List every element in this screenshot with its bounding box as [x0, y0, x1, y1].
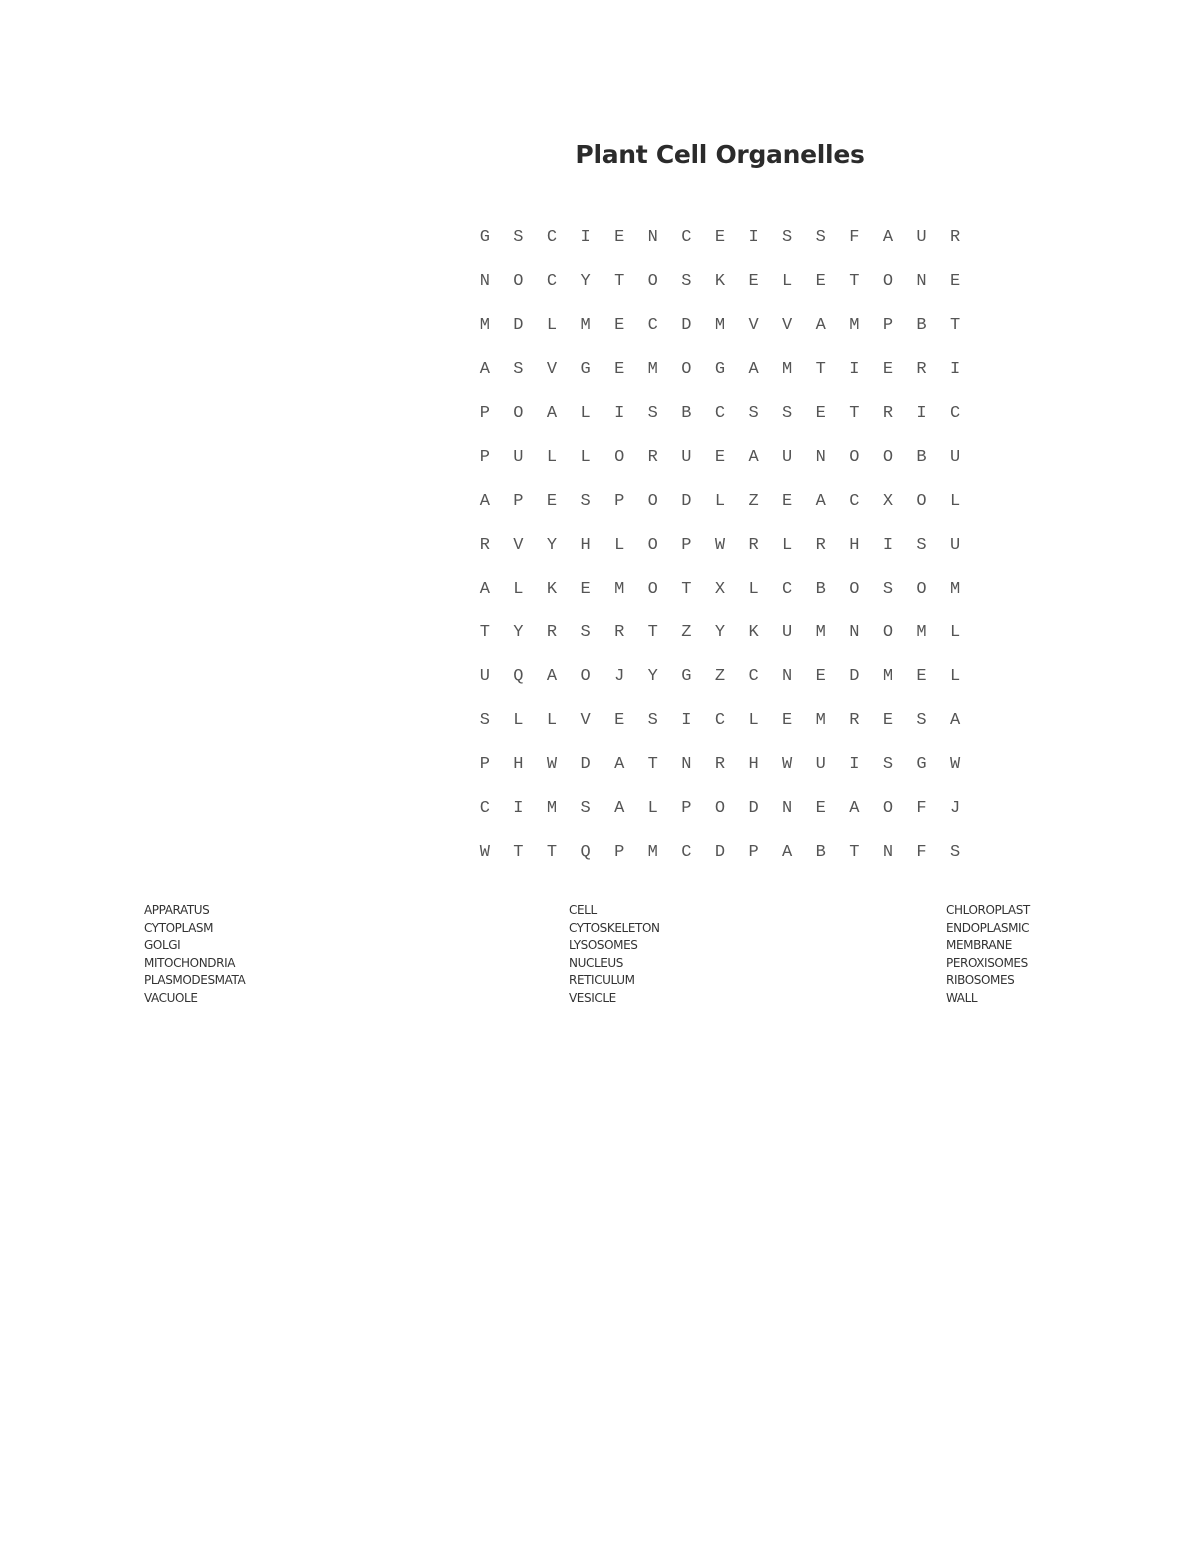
- grid-letter: O: [580, 667, 591, 687]
- grid-letter: U: [513, 447, 524, 467]
- grid-letter: S: [580, 799, 591, 819]
- grid-letter: L: [748, 579, 759, 599]
- grid-letter: P: [479, 447, 490, 467]
- grid-letter: F: [916, 842, 927, 862]
- grid-letter: L: [614, 535, 625, 555]
- grid-letter: U: [950, 535, 961, 555]
- grid-letter: T: [849, 842, 860, 862]
- grid-letter: L: [782, 535, 793, 555]
- grid-letter: V: [513, 535, 524, 555]
- grid-letter: W: [782, 755, 793, 775]
- grid-letter: M: [849, 316, 860, 336]
- grid-letter: E: [815, 799, 826, 819]
- grid-letter: Y: [513, 623, 524, 643]
- grid-letter: B: [681, 404, 692, 423]
- grid-letter: P: [614, 842, 625, 862]
- word-list-item: RETICULUM: [569, 973, 635, 988]
- grid-row: [468, 260, 973, 304]
- grid-letter: I: [748, 228, 759, 248]
- grid-row: [468, 216, 973, 260]
- grid-letter: O: [513, 404, 524, 423]
- grid-letter: I: [882, 535, 894, 555]
- word-list: [0, 902, 1200, 1012]
- grid-letter: L: [782, 272, 793, 292]
- grid-letter: I: [681, 711, 692, 731]
- grid-letter: C: [546, 272, 558, 292]
- word-list-item: PEROXISOMES: [946, 955, 1028, 970]
- grid-letter: U: [782, 623, 793, 643]
- word-column-2: [569, 902, 660, 1008]
- grid-letter: R: [916, 360, 927, 380]
- grid-letter: A: [849, 799, 860, 819]
- grid-letter: I: [849, 755, 860, 775]
- grid-letter: D: [513, 316, 524, 336]
- grid-letter: P: [681, 799, 692, 819]
- grid-letter: E: [815, 272, 826, 292]
- grid-letter: O: [647, 272, 658, 292]
- grid-letter: O: [882, 447, 894, 467]
- grid-letter: C: [950, 404, 961, 423]
- grid-letter: P: [681, 535, 692, 555]
- grid-letter: N: [647, 228, 658, 248]
- grid-letter: B: [815, 842, 826, 862]
- grid-letter: R: [849, 711, 860, 731]
- grid-letter: S: [647, 404, 658, 423]
- grid-letter: D: [580, 755, 591, 775]
- grid-letter: H: [849, 535, 860, 555]
- grid-letter: J: [614, 667, 625, 687]
- grid-letter: D: [748, 799, 759, 819]
- word-list-item: CELL: [569, 903, 597, 917]
- grid-row: [468, 304, 973, 348]
- grid-letter: Z: [748, 491, 759, 511]
- grid-letter: S: [647, 711, 658, 731]
- grid-letter: L: [513, 711, 524, 731]
- grid-letter: S: [748, 404, 759, 423]
- grid-row: [468, 611, 973, 655]
- grid-letter: T: [479, 623, 490, 643]
- grid-letter: L: [950, 623, 961, 643]
- grid-letter: O: [714, 799, 726, 819]
- grid-letter: V: [580, 711, 591, 731]
- grid-letter: N: [479, 272, 490, 292]
- grid-letter: A: [815, 316, 826, 336]
- grid-letter: A: [882, 228, 894, 248]
- grid-letter: E: [580, 579, 591, 599]
- grid-letter: W: [546, 755, 558, 775]
- grid-letter: P: [479, 755, 490, 775]
- word-list-item: RIBOSOMES: [946, 973, 1015, 988]
- grid-letter: H: [748, 755, 759, 775]
- grid-letter: H: [513, 755, 524, 775]
- grid-letter: B: [916, 447, 927, 467]
- grid-letter: T: [546, 842, 558, 862]
- grid-letter: R: [748, 535, 759, 555]
- grid-letter: Q: [513, 667, 524, 687]
- grid-letter: O: [647, 535, 658, 555]
- grid-letter: S: [916, 535, 927, 555]
- grid-letter: M: [916, 623, 927, 643]
- grid-letter: S: [580, 623, 591, 643]
- grid-letter: C: [681, 228, 692, 248]
- grid-letter: U: [916, 228, 927, 248]
- grid-letter: A: [479, 579, 490, 599]
- grid-letter: P: [513, 491, 524, 511]
- grid-letter: E: [546, 491, 558, 511]
- word-list-item: VESICLE: [569, 990, 616, 1005]
- grid-letter: M: [950, 579, 961, 599]
- grid-letter: S: [782, 228, 793, 248]
- grid-letter: S: [513, 360, 524, 380]
- grid-row: [468, 787, 973, 831]
- grid-letter: I: [950, 360, 961, 380]
- grid-letter: K: [714, 272, 726, 292]
- grid-letter: N: [782, 667, 793, 687]
- grid-letter: S: [681, 272, 692, 292]
- grid-letter: M: [614, 579, 625, 599]
- grid-letter: O: [882, 272, 894, 292]
- grid-letter: C: [849, 491, 860, 511]
- word-list-item: APPARATUS: [144, 903, 210, 917]
- grid-letter: L: [748, 711, 759, 731]
- grid-letter: T: [950, 316, 961, 336]
- grid-letter: F: [849, 228, 860, 248]
- grid-letter: C: [479, 799, 490, 819]
- grid-letter: P: [882, 316, 894, 336]
- grid-letter: N: [681, 755, 692, 775]
- grid-letter: C: [647, 316, 658, 336]
- grid-letter: R: [714, 755, 726, 775]
- grid-letter: V: [546, 360, 558, 380]
- grid-letter: T: [849, 272, 860, 292]
- grid-letter: A: [748, 447, 759, 467]
- grid-letter: O: [849, 579, 860, 599]
- grid-letter: N: [782, 799, 793, 819]
- grid-letter: I: [513, 799, 524, 819]
- grid-letter: S: [882, 579, 894, 599]
- grid-letter: T: [513, 842, 524, 862]
- grid-letter: B: [815, 579, 826, 599]
- grid-letter: G: [580, 360, 591, 380]
- grid-letter: I: [849, 360, 860, 380]
- grid-letter: M: [647, 360, 658, 380]
- grid-letter: O: [849, 447, 860, 467]
- grid-letter: L: [950, 667, 961, 687]
- word-list-item: PLASMODESMATA: [144, 973, 246, 988]
- grid-letter: E: [748, 272, 759, 292]
- grid-letter: Z: [681, 623, 692, 643]
- grid-letter: L: [647, 799, 658, 819]
- grid-letter: E: [782, 491, 793, 511]
- grid-letter: N: [916, 272, 927, 292]
- grid-letter: P: [748, 842, 759, 862]
- word-list-item: NUCLEUS: [569, 955, 624, 970]
- grid-letter: X: [882, 491, 894, 511]
- word-column-3: [946, 902, 1030, 1008]
- grid-letter: L: [546, 316, 558, 336]
- grid-letter: E: [714, 228, 726, 248]
- grid-letter: E: [815, 404, 826, 423]
- grid-letter: L: [580, 404, 591, 423]
- grid-letter: U: [479, 667, 490, 687]
- grid-letter: J: [950, 799, 961, 819]
- grid-letter: A: [815, 491, 826, 511]
- grid-letter: Q: [580, 842, 591, 862]
- grid-letter: A: [614, 799, 625, 819]
- grid-letter: O: [513, 272, 524, 292]
- grid-letter: U: [815, 755, 826, 775]
- grid-row: [468, 523, 973, 567]
- grid-letter: S: [916, 711, 927, 731]
- grid-letter: C: [748, 667, 759, 687]
- grid-letter: A: [546, 667, 558, 687]
- grid-letter: I: [614, 404, 625, 423]
- grid-letter: Y: [714, 623, 726, 643]
- grid-letter: K: [748, 623, 759, 643]
- grid-letter: T: [614, 272, 625, 292]
- grid-letter: L: [513, 579, 524, 599]
- grid-letter: M: [815, 711, 826, 731]
- grid-letter: M: [479, 316, 490, 336]
- grid-letter: E: [950, 272, 961, 292]
- grid-letter: A: [546, 404, 558, 423]
- word-column-1: [144, 902, 245, 1008]
- grid-letter: A: [782, 842, 793, 862]
- word-list-item: MEMBRANE: [946, 938, 1012, 953]
- grid-row: [468, 479, 973, 523]
- grid-letter: C: [714, 404, 726, 423]
- grid-letter: O: [882, 799, 894, 819]
- grid-letter: S: [580, 491, 591, 511]
- grid-letter: A: [748, 360, 759, 380]
- grid-letter: O: [882, 623, 894, 643]
- word-list-item: GOLGI: [144, 938, 181, 953]
- word-list-item: WALL: [946, 990, 978, 1005]
- grid-letter: M: [546, 799, 558, 819]
- word-list-item: CYTOSKELETON: [569, 920, 660, 935]
- grid-letter: U: [681, 447, 692, 467]
- grid-row: [468, 743, 973, 787]
- grid-letter: U: [950, 447, 961, 467]
- grid-letter: M: [714, 316, 726, 336]
- grid-letter: P: [614, 491, 625, 511]
- grid-letter: G: [681, 667, 692, 687]
- grid-letter: E: [614, 228, 625, 248]
- grid-letter: D: [681, 316, 692, 336]
- grid-letter: C: [714, 711, 726, 731]
- grid-letter: Y: [580, 272, 591, 292]
- grid-letter: M: [647, 842, 658, 862]
- grid-letter: C: [546, 228, 558, 248]
- grid-letter: A: [950, 711, 961, 731]
- grid-letter: L: [546, 447, 558, 467]
- grid-letter: A: [614, 755, 625, 775]
- grid-letter: E: [614, 711, 625, 731]
- word-list-item: VACUOLE: [144, 990, 198, 1005]
- grid-letter: F: [916, 799, 927, 819]
- grid-letter: D: [681, 491, 692, 511]
- grid-letter: V: [782, 316, 793, 336]
- grid-letter: O: [681, 360, 692, 380]
- grid-letter: S: [513, 228, 524, 248]
- grid-letter: L: [714, 491, 726, 511]
- word-list-item: LYSOSOMES: [569, 938, 638, 953]
- grid-letter: O: [647, 491, 658, 511]
- grid-letter: Y: [546, 535, 558, 555]
- grid-letter: T: [647, 755, 658, 775]
- grid-letter: M: [882, 667, 894, 687]
- grid-letter: E: [714, 447, 726, 467]
- grid-letter: L: [580, 447, 591, 467]
- word-search-grid: [468, 216, 973, 874]
- grid-letter: B: [916, 316, 927, 336]
- word-list-item: CYTOPLASM: [144, 920, 214, 935]
- word-list-item: MITOCHONDRIA: [144, 955, 236, 970]
- grid-row: [468, 348, 973, 392]
- grid-letter: D: [849, 667, 860, 687]
- grid-letter: E: [916, 667, 927, 687]
- grid-letter: R: [546, 623, 558, 643]
- grid-row: [468, 655, 973, 699]
- grid-row: [468, 392, 973, 436]
- grid-row: [468, 567, 973, 611]
- grid-letter: K: [546, 579, 558, 599]
- grid-letter: O: [916, 579, 927, 599]
- grid-letter: R: [950, 228, 961, 248]
- grid-letter: O: [647, 579, 658, 599]
- grid-letter: R: [815, 535, 826, 555]
- grid-letter: T: [681, 579, 692, 599]
- grid-letter: L: [546, 711, 558, 731]
- grid-letter: C: [681, 842, 692, 862]
- grid-letter: E: [882, 360, 894, 380]
- grid-letter: R: [647, 447, 658, 467]
- grid-letter: O: [916, 491, 927, 511]
- grid-letter: N: [849, 623, 860, 643]
- grid-row: [468, 435, 973, 479]
- grid-letter: X: [714, 579, 726, 599]
- grid-letter: W: [950, 755, 961, 775]
- grid-row: [468, 699, 973, 743]
- grid-letter: S: [782, 404, 793, 423]
- grid-letter: U: [782, 447, 793, 467]
- grid-letter: G: [916, 755, 927, 775]
- grid-letter: Z: [714, 667, 726, 687]
- word-list-item: ENDOPLASMIC: [946, 920, 1030, 935]
- grid-letter: N: [815, 447, 826, 467]
- grid-letter: R: [614, 623, 625, 643]
- grid-letter: H: [580, 535, 591, 555]
- grid-letter: L: [950, 491, 961, 511]
- grid-letter: E: [815, 667, 826, 687]
- grid-letter: M: [580, 316, 591, 336]
- grid-letter: O: [614, 447, 625, 467]
- grid-letter: E: [614, 316, 625, 336]
- grid-letter: A: [479, 360, 490, 380]
- grid-letter: V: [748, 316, 759, 336]
- grid-letter: S: [882, 755, 894, 775]
- grid-letter: G: [714, 360, 726, 380]
- grid-letter: M: [815, 623, 826, 643]
- grid-letter: A: [479, 491, 490, 511]
- grid-letter: T: [647, 623, 658, 643]
- grid-letter: S: [815, 228, 826, 248]
- grid-letter: D: [714, 842, 726, 862]
- grid-letter: Y: [647, 667, 658, 687]
- grid-letter: R: [882, 404, 894, 423]
- grid-letter: T: [849, 404, 860, 423]
- grid-letter: M: [782, 360, 793, 380]
- word-list-item: CHLOROPLAST: [946, 903, 1030, 917]
- grid-row: [468, 830, 973, 874]
- grid-letter: R: [479, 535, 490, 555]
- grid-letter: I: [916, 404, 927, 423]
- grid-letter: T: [815, 360, 826, 380]
- grid-letter: N: [882, 842, 894, 862]
- grid-letter: I: [580, 228, 591, 248]
- grid-letter: W: [479, 842, 490, 862]
- grid-letter: E: [782, 711, 793, 731]
- grid-letter: W: [714, 535, 726, 555]
- grid-letter: P: [479, 404, 490, 423]
- page-title: Plant Cell Organelles: [575, 140, 865, 169]
- grid-letter: C: [782, 579, 793, 599]
- grid-letter: S: [479, 711, 490, 731]
- grid-letter: E: [614, 360, 625, 380]
- grid-letter: S: [950, 842, 961, 862]
- grid-letter: G: [479, 228, 490, 248]
- grid-letter: E: [882, 711, 894, 731]
